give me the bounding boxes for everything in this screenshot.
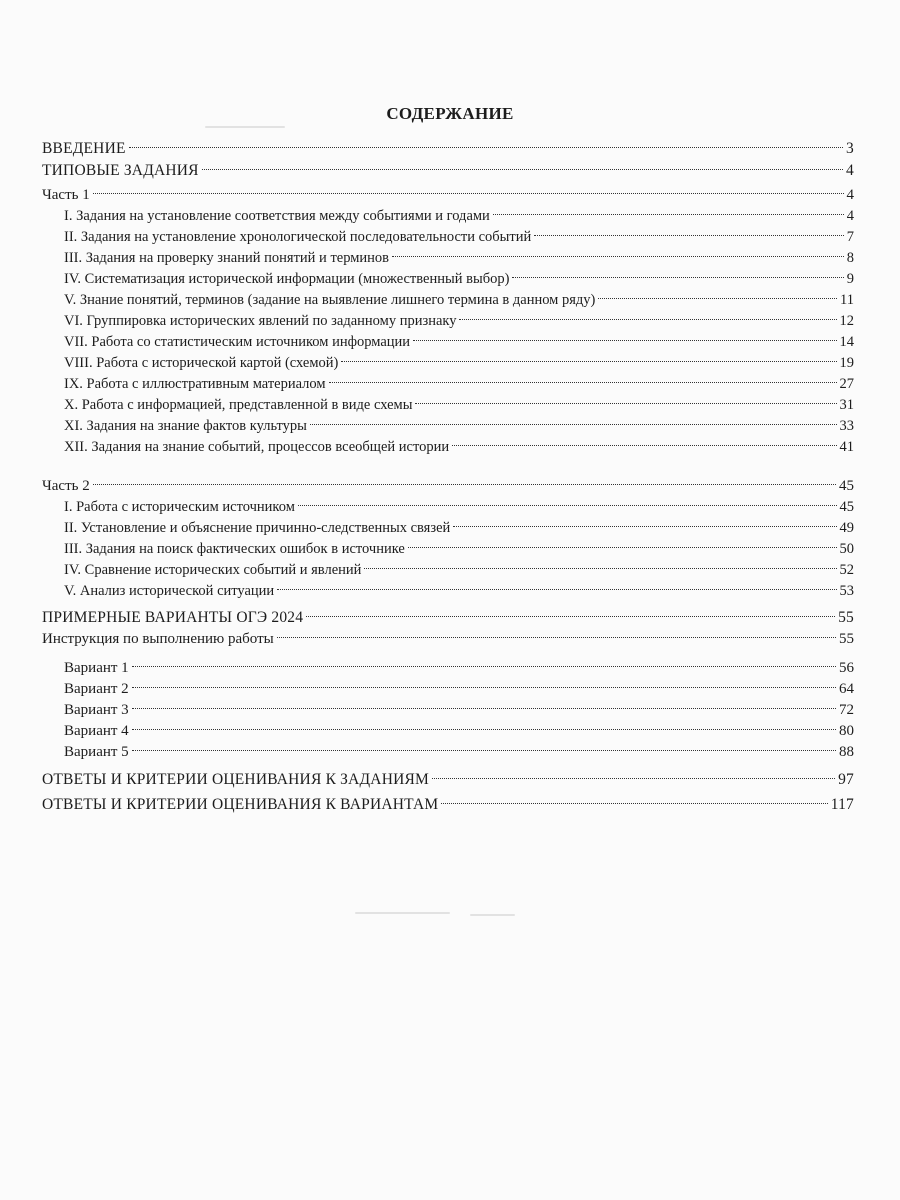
entry-page: 8 (846, 250, 854, 266)
entry-label: ПРИМЕРНЫЕ ВАРИАНТЫ ОГЭ 2024 (42, 609, 304, 626)
entry-label: ОТВЕТЫ И КРИТЕРИИ ОЦЕНИВАНИЯ К ВАРИАНТАМ (42, 796, 439, 813)
entry-label: IV. Систематизация исторической информации (множественный выбор) (64, 271, 510, 287)
leader-dots (493, 193, 844, 215)
entry-page: 55 (839, 631, 854, 647)
entry-label: III. Задания на поиск фактических ошибок в источнике (64, 541, 405, 557)
entry-label: IV. Сравнение исторических событий и явлений (64, 562, 362, 578)
scan-mark (355, 912, 450, 914)
leader-dots (408, 526, 837, 548)
entry-label: ОТВЕТЫ И КРИТЕРИИ ОЦЕНИВАНИЯ К ЗАДАНИЯМ (42, 771, 430, 788)
entry-page: 45 (839, 478, 854, 494)
leader-dots (329, 361, 837, 383)
toc-title: СОДЕРЖАНИЕ (386, 104, 514, 123)
leader-dots (364, 547, 836, 569)
entry-label: V. Знание понятий, терминов (задание на выявление лишнего термина в данном ряду) (64, 292, 596, 308)
leader-dots (459, 298, 836, 320)
entry-label: II. Установление и объяснение причинно-следственных связей (64, 520, 451, 536)
entry-page: 3 (846, 140, 854, 157)
toc-entry-part2-section[interactable] (64, 573, 854, 599)
leader-dots (453, 505, 836, 527)
entry-label: VI. Группировка исторических явлений по заданному признаку (64, 313, 457, 329)
entry-page: 53 (839, 583, 854, 599)
entry-page: 72 (839, 702, 854, 718)
entry-label: Вариант 5 (64, 744, 129, 760)
entry-label: XI. Задания на знание фактов культуры (64, 418, 307, 434)
leader-dots (452, 424, 836, 446)
leader-dots (512, 256, 843, 278)
entry-label: IX. Работа с иллюстративным материалом (64, 376, 326, 392)
entry-page: 52 (839, 562, 854, 578)
toc-entry-typical-tasks[interactable] (42, 153, 854, 179)
leader-dots (310, 403, 837, 425)
leader-dots (441, 782, 827, 804)
entry-page: 56 (839, 660, 854, 676)
leader-dots (132, 687, 836, 709)
entry-page: 14 (839, 334, 854, 350)
entry-label: III. Задания на проверку знаний понятий и терминов (64, 250, 390, 266)
entry-page: 88 (839, 744, 854, 760)
leader-dots (93, 463, 836, 485)
leader-dots (129, 126, 843, 148)
leader-dots (93, 172, 844, 194)
toc-entry-instructions[interactable] (42, 621, 854, 647)
entry-page: 7 (846, 229, 854, 245)
entry-page: 64 (839, 681, 854, 697)
entry-label: Вариант 2 (64, 681, 129, 697)
entry-page: 80 (839, 723, 854, 739)
leader-dots (598, 277, 837, 299)
leader-dots (132, 645, 836, 667)
leader-dots (432, 757, 835, 779)
entry-page: 45 (839, 499, 854, 515)
leader-dots (132, 708, 836, 730)
entry-label: Инструкция по выполнению работы (42, 631, 274, 647)
entry-page: 27 (839, 376, 854, 392)
entry-label: I. Задания на установление соответствия между событиями и годами (64, 208, 490, 224)
entry-page: 4 (846, 208, 854, 224)
leader-dots (277, 568, 836, 590)
leader-dots (132, 666, 836, 688)
entry-label: Часть 2 (42, 478, 90, 494)
leader-dots (298, 484, 837, 506)
leader-dots (202, 148, 843, 170)
leader-dots (306, 595, 835, 617)
entry-label: X. Работа с информацией, представленной в виде схемы (64, 397, 413, 413)
entry-label: VIII. Работа с исторической картой (схемой) (64, 355, 339, 371)
entry-page: 11 (840, 292, 854, 308)
entry-label: ТИПОВЫЕ ЗАДАНИЯ (42, 162, 199, 179)
entry-label: VII. Работа со статистическим источником информации (64, 334, 411, 350)
entry-label: Часть 1 (42, 187, 90, 203)
entry-page: 31 (839, 397, 854, 413)
entry-label: Вариант 1 (64, 660, 129, 676)
entry-page: 49 (839, 520, 854, 536)
entry-label: V. Анализ исторической ситуации (64, 583, 275, 599)
toc-entry-answers-variants[interactable] (42, 787, 854, 813)
leader-dots (415, 382, 836, 404)
entry-page: 55 (838, 609, 854, 626)
toc-entry-part1-section[interactable] (64, 429, 854, 455)
leader-dots (132, 729, 836, 751)
entry-page: 50 (839, 541, 854, 557)
entry-label: I. Работа с историческим источником (64, 499, 295, 515)
entry-page: 12 (839, 313, 854, 329)
entry-page: 19 (839, 355, 854, 371)
entry-page: 9 (846, 271, 854, 287)
entry-page: 4 (846, 187, 854, 203)
entry-page: 4 (846, 162, 854, 179)
scan-mark (470, 914, 515, 916)
leader-dots (413, 319, 836, 341)
entry-label: ВВЕДЕНИЕ (42, 140, 126, 157)
entry-label: II. Задания на установление хронологической последовательности событий (64, 229, 532, 245)
leader-dots (341, 340, 836, 362)
toc-entry-answers-tasks[interactable] (42, 762, 854, 788)
entry-page: 33 (839, 418, 854, 434)
toc-entry-variant[interactable] (64, 734, 854, 760)
leader-dots (534, 214, 843, 236)
entry-page: 97 (838, 771, 854, 788)
leader-dots (277, 616, 836, 638)
entry-label: XII. Задания на знание событий, процессов всеобщей истории (64, 439, 450, 455)
entry-label: Вариант 4 (64, 723, 129, 739)
entry-page: 41 (839, 439, 854, 455)
leader-dots (392, 235, 844, 257)
entry-label: Вариант 3 (64, 702, 129, 718)
entry-page: 117 (830, 796, 854, 813)
